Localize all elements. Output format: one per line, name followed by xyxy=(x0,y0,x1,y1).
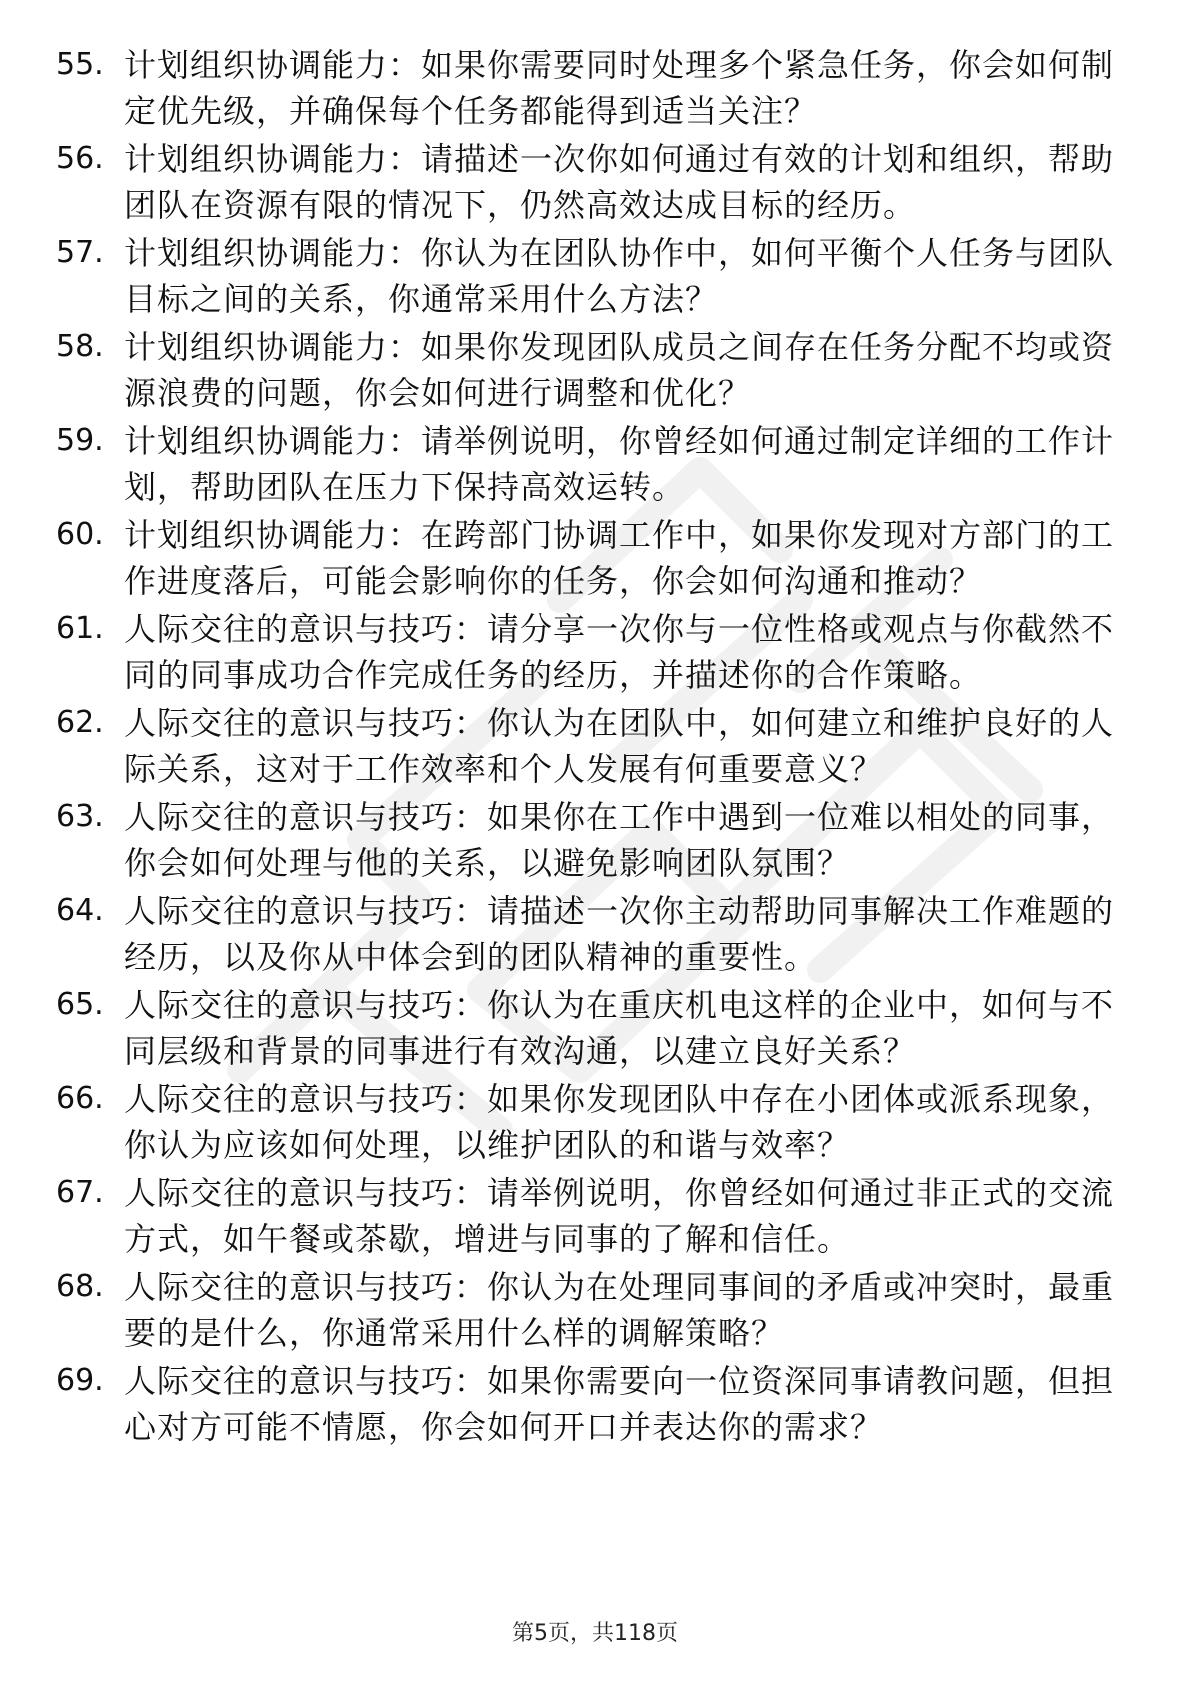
question-number: 60. xyxy=(56,517,104,552)
question-item-62 xyxy=(56,700,1116,794)
question-text: 计划组织协调能力：在跨部门协调工作中，如果你发现对方部门的工作进度落后，可能会影响你的任务，你会如何沟通和推动？ xyxy=(124,516,1115,600)
question-item-68 xyxy=(56,1264,1116,1358)
question-text: 计划组织协调能力：如果你需要同时处理多个紧急任务，你会如何制定优先级，并确保每个任务都能得到适当关注？ xyxy=(124,46,1115,130)
question-text: 人际交往的意识与技巧：你认为在重庆机电这样的企业中，如何与不同层级和背景的同事进行有效沟通，以建立良好关系？ xyxy=(124,986,1115,1070)
question-number: 66. xyxy=(56,1081,104,1116)
question-item-60 xyxy=(56,512,1116,606)
question-item-59 xyxy=(56,418,1116,512)
question-item-56 xyxy=(56,136,1116,230)
question-text: 计划组织协调能力：请描述一次你如何通过有效的计划和组织，帮助团队在资源有限的情况下，仍然高效达成目标的经历。 xyxy=(124,140,1115,224)
question-item-64 xyxy=(56,888,1116,982)
question-text: 人际交往的意识与技巧：请分享一次你与一位性格或观点与你截然不同的同事成功合作完成任务的经历，并描述你的合作策略。 xyxy=(124,610,1115,694)
question-text: 计划组织协调能力：你认为在团队协作中，如何平衡个人任务与团队目标之间的关系，你通常采用什么方法？ xyxy=(124,234,1115,318)
question-number: 69. xyxy=(56,1363,104,1398)
question-text: 计划组织协调能力：请举例说明，你曾经如何通过制定详细的工作计划，帮助团队在压力下保持高效运转。 xyxy=(124,422,1115,506)
question-number: 68. xyxy=(56,1269,104,1304)
question-text: 计划组织协调能力：如果你发现团队成员之间存在任务分配不均或资源浪费的问题，你会如何进行调整和优化？ xyxy=(124,328,1115,412)
question-text: 人际交往的意识与技巧：如果你在工作中遇到一位难以相处的同事，你会如何处理与他的关系，以避免影响团队氛围？ xyxy=(124,798,1115,882)
question-item-63 xyxy=(56,794,1116,888)
question-number: 56. xyxy=(56,141,104,176)
question-number: 61. xyxy=(56,611,104,646)
question-text: 人际交往的意识与技巧：你认为在团队中，如何建立和维护良好的人际关系，这对于工作效率和个人发展有何重要意义？ xyxy=(124,704,1115,788)
question-text: 人际交往的意识与技巧：请描述一次你主动帮助同事解决工作难题的经历，以及你从中体会到的团队精神的重要性。 xyxy=(124,892,1115,976)
question-item-66 xyxy=(56,1076,1116,1170)
question-number: 55. xyxy=(56,47,104,82)
question-item-55 xyxy=(56,42,1116,136)
question-item-58 xyxy=(56,324,1116,418)
question-number: 57. xyxy=(56,235,104,270)
question-item-61 xyxy=(56,606,1116,700)
question-item-65 xyxy=(56,982,1116,1076)
question-number: 67. xyxy=(56,1175,104,1210)
question-number: 59. xyxy=(56,423,104,458)
question-text: 人际交往的意识与技巧：如果你需要向一位资深同事请教问题，但担心对方可能不情愿，你会如何开口并表达你的需求？ xyxy=(124,1362,1115,1446)
page-number-footer: 第5页，共118页 xyxy=(512,1621,678,1646)
question-text: 人际交往的意识与技巧：你认为在处理同事间的矛盾或冲突时，最重要的是什么，你通常采用什么样的调解策略？ xyxy=(124,1268,1115,1352)
question-text: 人际交往的意识与技巧：如果你发现团队中存在小团体或派系现象，你认为应该如何处理，以维护团队的和谐与效率？ xyxy=(124,1080,1115,1164)
question-list xyxy=(56,42,1116,1452)
question-number: 63. xyxy=(56,799,104,834)
question-item-69 xyxy=(56,1358,1116,1452)
question-number: 58. xyxy=(56,329,104,364)
question-text: 人际交往的意识与技巧：请举例说明，你曾经如何通过非正式的交流方式，如午餐或茶歇，增进与同事的了解和信任。 xyxy=(124,1174,1115,1258)
question-number: 62. xyxy=(56,705,104,740)
question-item-57 xyxy=(56,230,1116,324)
question-item-67 xyxy=(56,1170,1116,1264)
question-number: 64. xyxy=(56,893,104,928)
question-number: 65. xyxy=(56,987,104,1022)
